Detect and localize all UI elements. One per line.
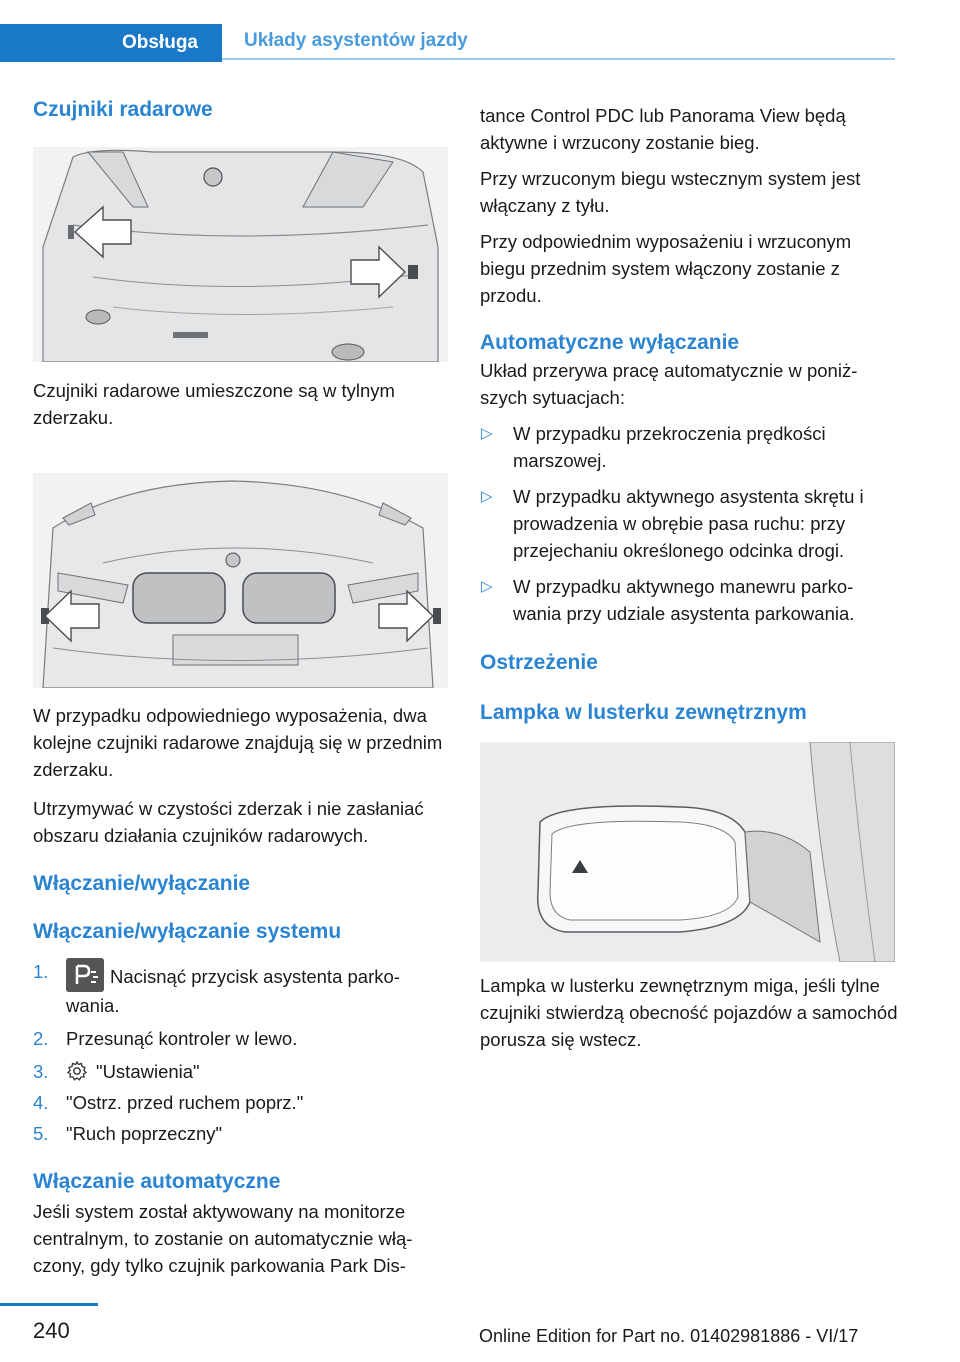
rear-bumper-illustration (33, 147, 448, 362)
heading-auto-on: Włączanie automatyczne (33, 1170, 281, 1193)
heading-on-off-system: Włączanie/wyłączanie systemu (33, 920, 342, 943)
text-radar-front: W przypadku odpowiedniego wyposażenia, dwa kolejne czujniki radarowe znajdują się w przednim zderzaku. (33, 705, 443, 780)
right-column (480, 96, 900, 1053)
mirror-lamp-illustration (480, 742, 895, 962)
list-item-text: W przypadku aktywnego asystenta skrętu i prowadzenia w obrębie pasa ruchu: przy przejechaniu określonego odcinka drogi. (513, 486, 864, 561)
list-item (480, 573, 900, 627)
text-continuation: tance Control PDC lub Panorama View będą aktywne i wrzucony zostanie bieg. (480, 105, 846, 153)
triangle-bullet-icon: ▷ (481, 578, 493, 595)
heading-mirror-lamp: Lampka w lusterku zewnętrznym (480, 701, 807, 724)
list-item-text: W przypadku aktywnego manewru parko‐wania przy udziale asystenta parkowania. (513, 576, 855, 624)
triangle-bullet-icon: ▷ (481, 425, 493, 442)
left-column (33, 96, 451, 1279)
text-auto-on: Jeśli system został aktywowany na monitorze centralnym, to zostanie on automatycznie włą‐czony, gdy tylko czujnik parkowania Park Dis‐ (33, 1201, 413, 1276)
step-4 (33, 1089, 451, 1116)
header-tabs (0, 24, 895, 62)
step-text: "Ostrz. przed ruchem poprz." (66, 1092, 304, 1113)
heading-radar-sensors: Czujniki radarowe (33, 98, 213, 121)
triangle-bullet-icon: ▷ (481, 488, 493, 505)
step-number: 5. (33, 1123, 49, 1144)
text-auto-off: Układ przerywa pracę automatycznie w poniż‐szych sytuacjach: (480, 360, 858, 408)
footer-edition: Online Edition for Part no. 01402981886 - VI/17 (479, 1326, 859, 1346)
page-number: 240 (33, 1318, 70, 1343)
step-3 (33, 1058, 451, 1085)
text-forward-gear: Przy odpowiednim wyposażeniu i wrzuconym biegu przednim system włączony zostanie z przodu. (480, 231, 852, 306)
step-number: 3. (33, 1061, 49, 1082)
text-radar-rear: Czujniki radarowe umieszczone są w tylnym zderzaku. (33, 380, 395, 428)
step-text: Przesunąć kontroler w lewo. (66, 1028, 298, 1049)
steps-list (33, 958, 451, 1147)
heading-auto-off: Automatyczne wyłączanie (480, 331, 740, 354)
front-bumper-illustration (33, 473, 448, 688)
list-item (480, 483, 900, 564)
step-text: "Ruch poprzeczny" (66, 1123, 223, 1144)
step-text: Nacisnąć przycisk asystenta parko‐wania. (66, 966, 400, 1016)
list-item (480, 420, 900, 474)
park-assist-button-icon (66, 958, 104, 992)
heading-on-off: Włączanie/wyłączanie (33, 872, 251, 895)
step-number: 4. (33, 1092, 49, 1113)
text-mirror-lamp: Lampka w lusterku zewnętrznym miga, jeśli tylne czujniki stwierdzą obecność pojazdów a samochód porusza się wstecz. (480, 975, 898, 1050)
step-5 (33, 1120, 451, 1147)
heading-warning: Ostrzeżenie (480, 651, 598, 674)
auto-off-list (480, 420, 900, 627)
step-number: 2. (33, 1028, 49, 1049)
list-item-text: W przypadku przekroczenia prędkości marszowej. (513, 423, 826, 471)
tab-obsluga[interactable]: Obsługa (0, 24, 222, 62)
gear-icon (66, 1060, 88, 1082)
tab-uklady-asystentow[interactable]: Układy asystentów jazdy (222, 24, 895, 60)
step-1 (33, 958, 451, 1019)
footer-accent-line (0, 1303, 98, 1306)
step-text: "Ustawienia" (96, 1061, 200, 1082)
text-keep-clean: Utrzymywać w czystości zderzak i nie zasłaniać obszaru działania czujników radarowych. (33, 798, 424, 846)
step-number: 1. (33, 961, 49, 982)
text-reverse-gear: Przy wrzuconym biegu wstecznym system jest włączany z tyłu. (480, 168, 861, 216)
step-2 (33, 1025, 451, 1052)
